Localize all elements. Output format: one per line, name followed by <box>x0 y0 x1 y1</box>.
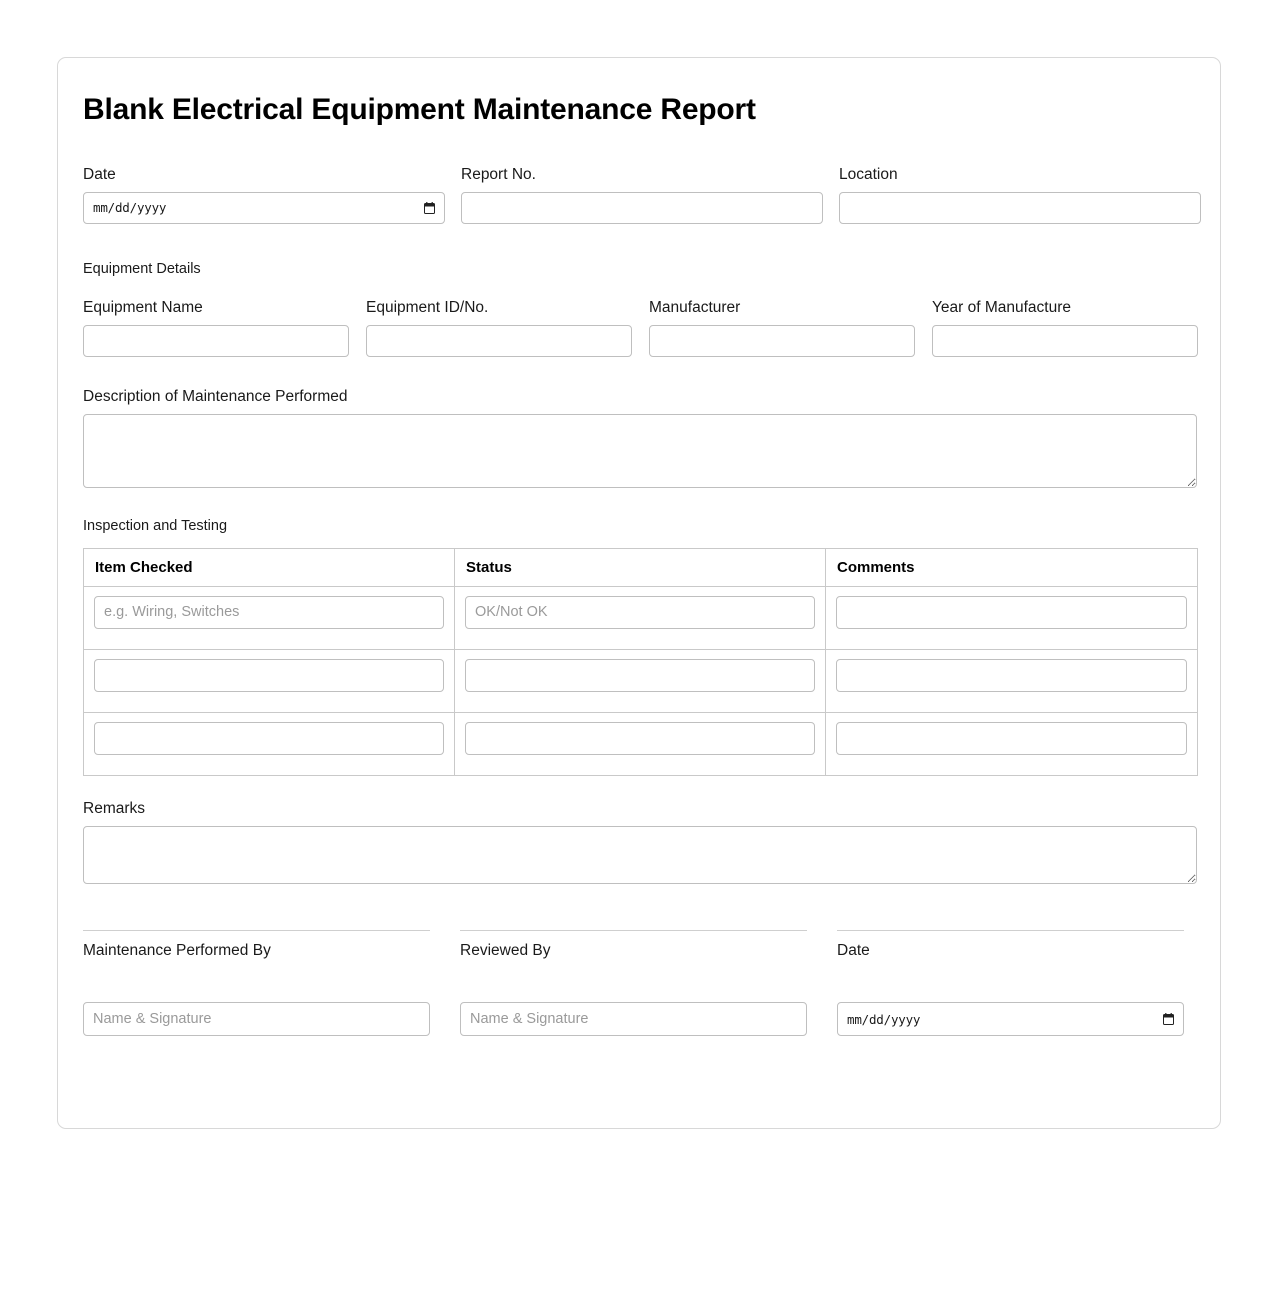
cell-item-checked <box>84 586 455 649</box>
cell-item-checked <box>84 649 455 712</box>
item-checked-input[interactable] <box>94 722 444 755</box>
report-no-input[interactable] <box>461 192 823 224</box>
equipment-details-section <box>83 261 1176 357</box>
date-input[interactable] <box>83 192 445 224</box>
location-field-group <box>839 166 1201 224</box>
cell-status <box>455 712 826 775</box>
cell-comments <box>826 649 1198 712</box>
comments-input[interactable] <box>836 722 1187 755</box>
item-checked-input[interactable] <box>94 659 444 692</box>
cell-item-checked <box>84 712 455 775</box>
comments-input[interactable] <box>836 596 1187 629</box>
table-header-row <box>84 548 1198 586</box>
reviewed-by-group <box>460 930 807 1036</box>
description-textarea[interactable] <box>83 414 1197 488</box>
location-input[interactable] <box>839 192 1201 224</box>
equipment-name-field-group <box>83 299 349 357</box>
equipment-name-label: Equipment Name <box>83 298 203 316</box>
signature-date-group <box>837 930 1184 1036</box>
signature-date-input-text: mm/dd/yyyy <box>847 1011 921 1027</box>
report-no-field-group <box>461 166 823 224</box>
description-label: Description of Maintenance Performed <box>83 387 348 405</box>
page-title: Blank Electrical Equipment Maintenance Report <box>83 93 756 126</box>
status-input[interactable] <box>465 659 815 692</box>
cell-status <box>455 586 826 649</box>
signature-date-input[interactable] <box>837 1002 1184 1036</box>
column-header-comments: Comments <box>826 548 1198 586</box>
table-row <box>84 586 1198 649</box>
equipment-id-input[interactable] <box>366 325 632 357</box>
remarks-label: Remarks <box>83 799 146 817</box>
signature-date-label: Date <box>837 942 870 960</box>
table-row <box>84 649 1198 712</box>
report-no-label: Report No. <box>461 166 536 183</box>
performed-by-input[interactable] <box>83 1002 430 1036</box>
cell-status <box>455 649 826 712</box>
reviewed-by-rule <box>460 930 807 931</box>
date-label: Date <box>83 166 116 183</box>
cell-comments <box>826 586 1198 649</box>
inspection-section-label: Inspection and Testing <box>83 518 228 535</box>
cell-comments <box>826 712 1198 775</box>
report-card <box>57 57 1221 1129</box>
equipment-fields-row <box>83 299 1176 357</box>
performed-by-group <box>83 930 430 1036</box>
inspection-section <box>83 518 1197 775</box>
description-section <box>83 388 1197 489</box>
remarks-textarea[interactable] <box>83 826 1197 884</box>
status-input[interactable] <box>465 596 815 629</box>
location-label: Location <box>839 166 898 183</box>
signature-section <box>83 930 1176 1036</box>
performed-by-rule <box>83 930 430 931</box>
inspection-table <box>83 548 1198 776</box>
column-header-item-checked: Item Checked <box>84 548 455 586</box>
header-fields-row <box>83 166 1176 224</box>
calendar-icon[interactable] <box>424 202 435 214</box>
equipment-name-input[interactable] <box>83 325 349 357</box>
manufacturer-label: Manufacturer <box>649 298 741 316</box>
signature-date-rule <box>837 930 1184 931</box>
item-checked-input[interactable] <box>94 596 444 629</box>
equipment-id-label: Equipment ID/No. <box>366 298 489 316</box>
manufacturer-field-group <box>649 299 915 357</box>
date-input-text: mm/dd/yyyy <box>93 200 167 216</box>
status-input[interactable] <box>465 722 815 755</box>
date-field-group <box>83 166 445 224</box>
year-of-manufacture-field-group <box>932 299 1198 357</box>
year-of-manufacture-label: Year of Manufacture <box>932 298 1072 316</box>
reviewed-by-label: Reviewed By <box>460 942 551 960</box>
equipment-id-field-group <box>366 299 632 357</box>
column-header-status: Status <box>455 548 826 586</box>
table-row <box>84 712 1198 775</box>
year-of-manufacture-input[interactable] <box>932 325 1198 357</box>
performed-by-label: Maintenance Performed By <box>83 942 271 960</box>
calendar-icon[interactable] <box>1163 1013 1174 1025</box>
comments-input[interactable] <box>836 659 1187 692</box>
reviewed-by-input[interactable] <box>460 1002 807 1036</box>
remarks-section <box>83 800 1197 885</box>
manufacturer-input[interactable] <box>649 325 915 357</box>
equipment-details-section-label: Equipment Details <box>83 260 201 277</box>
